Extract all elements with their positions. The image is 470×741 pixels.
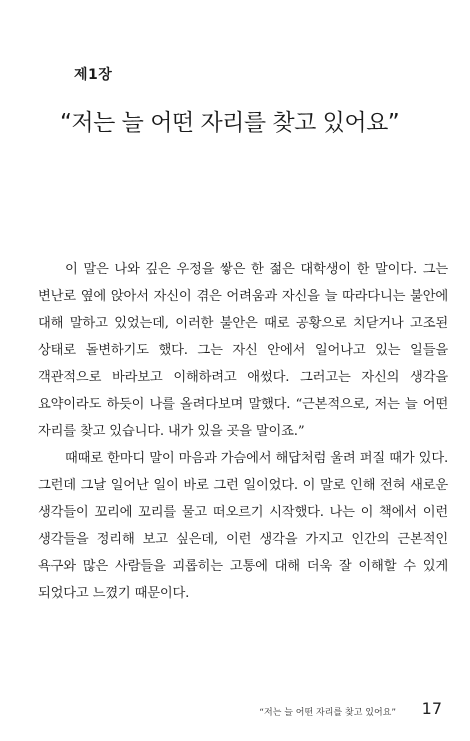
running-head: “저는 늘 어떤 자리를 찾고 있어요” — [259, 708, 396, 718]
body-paragraph: 때때로 한마디 말이 마음과 가슴에서 해답처럼 울려 퍼질 때가 있다. 그런데 그날 일어난 일이 바로 그런 일이었다. 이 말로 인해 전혀 새로운 생각들이 꼬리에 꼬리를 물고 떠오르기 시작했다. 나는 이 책에서 이런 생각들을 정리해 보고 싶은데, 이런 생각을 가지고 인간의 근본적인 욕구와 많은 사람들을 괴롭히는 고통에 대해 더욱 잘 이해할 수 있게 되었다고 느꼈기 때문이다. — [38, 451, 448, 601]
chapter-title: “저는 늘 어떤 자리를 찾고 있어요” — [60, 110, 400, 136]
body-paragraph: 이 말은 나와 깊은 우정을 쌓은 한 젊은 대학생이 한 말이다. 그는 변난로 옆에 앉아서 자신이 겪은 어려움과 자신을 늘 따라다니는 불안에 대해 말하고 있었는데, 이러한 불안은 때로 공황으로 치닫거나 고조된 상태로 돌변하기도 했다. 그는 자신 안에서 일어나고 있는 일들을 객관적으로 바라보고 이해하려고 애썼다. 그러고는 자신의 생각을 요약이라도 하듯이 나를 올려다보며 말했다. “근본적으로, 저는 늘 어떤 자리를 찾고 있습니다. 내가 있을 곳을 말이죠.” — [38, 262, 448, 439]
page-footer — [0, 699, 470, 723]
chapter-label: 제1장 — [74, 67, 113, 83]
page-number: 17 — [421, 699, 442, 718]
body-text — [38, 256, 448, 607]
